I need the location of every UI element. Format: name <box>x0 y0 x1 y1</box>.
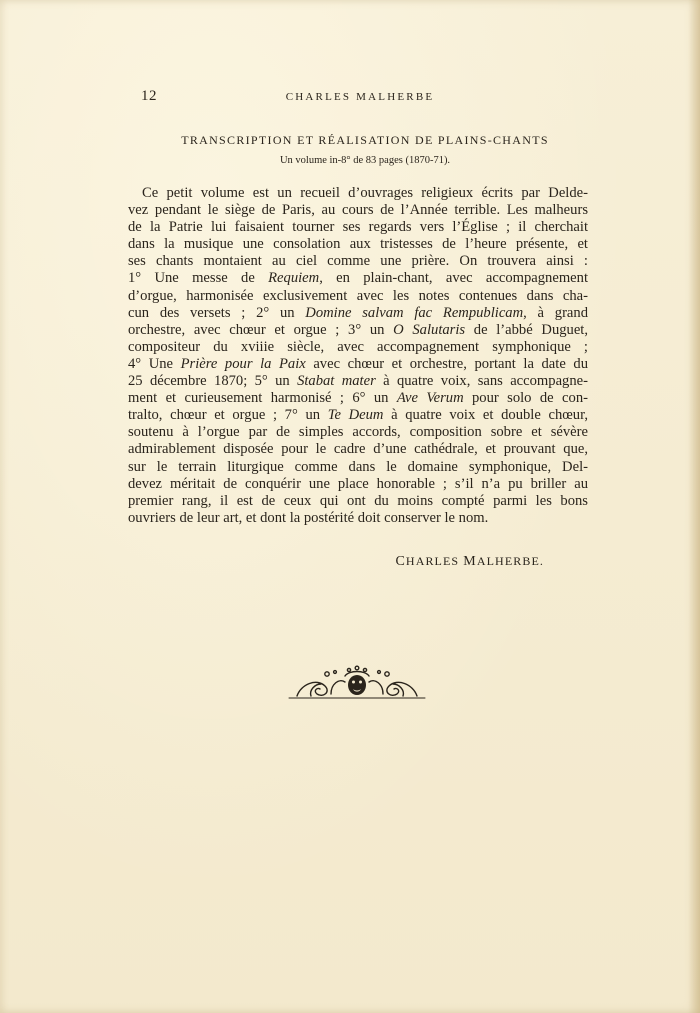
italic-title: Stabat mater <box>297 373 376 390</box>
section-title: TRANSCRIPTION ET RÉALISATION DE PLAINS-CHANTS <box>181 133 549 147</box>
text-line: admirablement disposée pour le cadre d’une cathédrale, et prouvant que, <box>128 441 588 458</box>
italic-title: O Salutaris <box>393 321 466 338</box>
section-subtitle: Un volume in-8° de 83 pages (1870-71). <box>279 155 451 166</box>
text-line: dans la musique une consolation aux tristesses de l’heure présente, et <box>128 236 588 253</box>
italic-title: Ave Verum <box>396 390 464 407</box>
italic-title: Prière pour la Paix <box>180 355 306 372</box>
signature-text: ALHERBE. <box>476 554 544 568</box>
page-number: 12 <box>141 88 157 104</box>
text-line <box>128 407 588 424</box>
text-run: à quatre voix et double chœur, <box>383 407 589 424</box>
text-run: à quatre voix, sans accompagne- <box>375 373 588 390</box>
text-line: vez pendant le siège de Paris, au cours de l’Année terrible. Les malheurs <box>128 202 588 219</box>
body-paragraph <box>128 185 588 527</box>
tailpiece-ornament-icon <box>287 664 427 704</box>
text-run: 1° Une messe de <box>128 270 269 287</box>
text-line: compositeur du xviiie siècle, avec accompagnement symphonique ; <box>128 338 588 355</box>
signature-initial: M <box>463 554 477 569</box>
text-line <box>128 270 588 287</box>
text-line <box>128 373 588 390</box>
text-run: , à grand <box>523 304 588 321</box>
text-run: 4° Une <box>128 355 181 372</box>
text-run: 25 décembre 1870; 5° un <box>128 373 298 390</box>
text-line: premier rang, il est de ceux qui ont du moins compté parmi les bons <box>128 492 588 509</box>
text-line <box>128 356 588 373</box>
text-line: ses chants montaient au ciel comme une prière. On trouvera ainsi : <box>128 253 588 270</box>
text-run: , en plain-chant, avec accompagnement <box>319 270 588 287</box>
text-run: pour solo de con- <box>463 390 588 407</box>
text-line <box>128 390 588 407</box>
text-run: de l’abbé Duguet, <box>465 321 589 338</box>
text-run: avec chœur et orchestre, portant la date du <box>305 355 588 372</box>
text-run: cun des versets ; 2° un <box>128 304 306 321</box>
signature-initial: C <box>395 554 406 569</box>
text-line: devez méritait de conquérir une place honorable ; s’il n’a pu briller au <box>128 475 588 492</box>
italic-title: Domine salvam fac Rempublicam <box>305 304 524 321</box>
text-line: Ce petit volume est un recueil d’ouvrages religieux écrits par Delde- <box>142 185 588 201</box>
text-run: orchestre, avec chœur et orgue ; 3° un <box>128 321 394 338</box>
running-head: CHARLES MALHERBE <box>285 91 435 103</box>
text-line <box>128 322 588 339</box>
italic-title: Requiem <box>268 270 320 287</box>
page-edge-stain <box>688 0 700 1013</box>
text-line: d’orgue, harmonisée exclusivement avec les notes contenues dans cha- <box>128 287 588 304</box>
text-line <box>128 305 588 322</box>
text-line: soutenu à l’orgue par de simples accords, composition sobre et sévère <box>128 424 588 441</box>
signature-text: HARLES <box>405 554 464 568</box>
text-run: tralto, chœur et orgue ; 7° un <box>128 407 328 424</box>
italic-title: Te Deum <box>327 407 384 424</box>
author-signature <box>0 554 544 570</box>
text-run: ment et curieusement harmonisé ; 6° un <box>128 390 397 407</box>
text-line: de la Patrie lui faisaient tourner ses regards vers l’Église ; il cherchait <box>128 219 588 236</box>
text-line: sur le terrain liturgique comme dans le domaine symphonique, Del- <box>128 458 588 475</box>
text-line: ouvriers de leur art, et dont la postérité doit conserver le nom. <box>128 509 489 526</box>
